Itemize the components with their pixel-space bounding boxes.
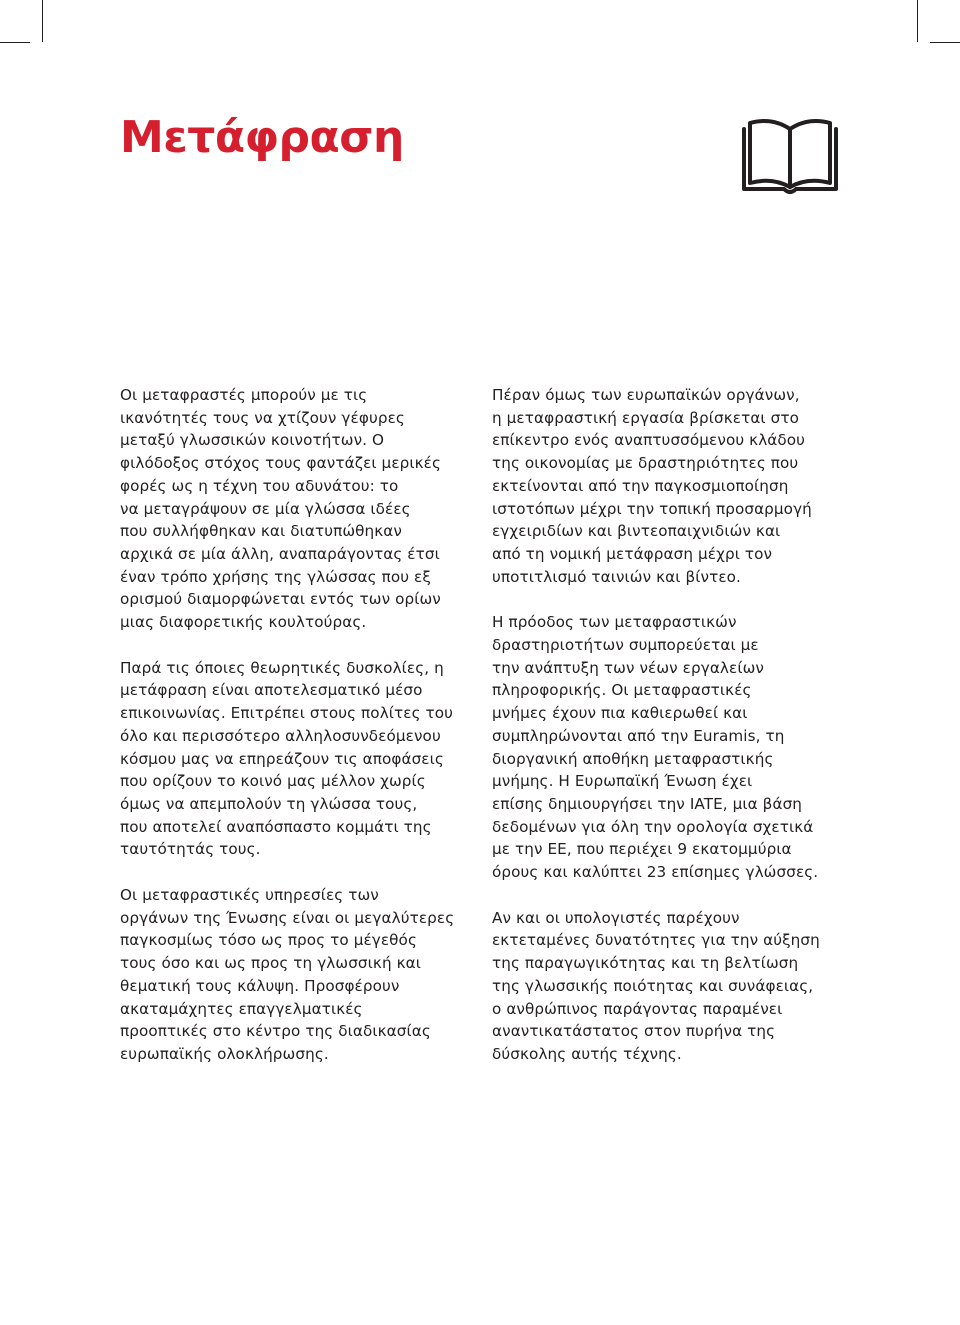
page-title: Μετάφραση	[120, 112, 404, 163]
paragraph: Οι μεταφραστές μπορούν με τις ικανότητές τους να χτίζουν γέφυρες μεταξύ γλωσσικών κοινοτήτων. Ο φιλόδοξος στόχος τους φαντάζει μερικές φορές ως η τέχνη του αδυνάτου: το να μεταγράψουν σε μία γλώσσα ιδέες που συλλήφθηκαν και διατυπώθηκαν αρχικά σε μία άλλη, αναπαράγοντας έτσι έναν τρόπο χρήσης της γλώσσας που εξ ορισμού διαμορφώνεται εντός των ορίων μιας διαφορετικής κουλτούρας.	[120, 386, 441, 632]
right-column	[492, 384, 844, 1089]
crop-mark-top-right	[917, 0, 918, 42]
paragraph: Πέραν όμως των ευρωπαϊκών οργάνων, η μεταφραστική εργασία βρίσκεται στο επίκεντρο ενός αναπτυσσόμενου κλάδου της οικονομίας με δραστηριότητες που εκτείνονται από την παγκοσμιοποίηση ιστοτόπων μέχρι την τοπική προσαρμογή εγχειριδίων και βιντεοπαιχνιδιών και από τη νομική μετάφραση μέχρι τον υποτιτλισμό ταινιών και βίντεο.	[492, 386, 812, 586]
open-book-icon	[740, 115, 840, 195]
crop-mark-top-right-horizontal	[930, 42, 960, 43]
crop-mark-top-left-horizontal	[0, 42, 30, 43]
paragraph: Οι μεταφραστικές υπηρεσίες των οργάνων της Ένωσης είναι οι μεγαλύτερες παγκοσμίως τόσο ως προς το μέγεθός τους όσο και ως προς τη γλωσσική και θεματική τους κάλυψη. Προσφέρουν ακαταμάχητες επαγγελματικές προοπτικές στο κέντρο της διαδικασίας ευρωπαϊκής ολοκλήρωσης.	[120, 886, 455, 1063]
paragraph: Η πρόοδος των μεταφραστικών δραστηριοτήτων συμπορεύεται με την ανάπτυξη των νέων εργαλείων πληροφορικής. Οι μεταφραστικές μνήμες έχουν πια καθιερωθεί και συμπληρώνονται από την Euramis, τη διοργανική αποθήκη μεταφραστικής μνήμης. Η Ευρωπαϊκή Ένωση έχει επίσης δημιουργήσει την IATE, μια βάση δεδομένων για όλη την ορολογία σχετικά με την ΕΕ, που περιέχει 9 εκατομμύρια όρους και καλύπτει 23 επίσημες γλώσσες.	[492, 613, 819, 882]
paragraph: Παρά τις όποιες θεωρητικές δυσκολίες, η μετάφραση είναι αποτελεσματικό μέσο επικοινωνίας. Επιτρέπει στους πολίτες του όλο και περισσότερο αλληλοσυνδεόμενου κόσμου μας να επηρεάζουν τις αποφάσεις που ορίζουν το κοινό μας μέλλον χωρίς όμως να απεμπολούν τη γλώσσα τους, που αποτελεί αναπόσπαστο κομμάτι της ταυτότητάς τους.	[120, 658, 454, 859]
left-column	[120, 384, 472, 1089]
crop-mark-top-left	[42, 0, 43, 42]
paragraph: Αν και οι υπολογιστές παρέχουν εκτεταμένες δυνατότητες για την αύξηση της παραγωγικότητας και τη βελτίωση της γλωσσικής ποιότητας και συνάφειας, ο ανθρώπινος παράγοντας παραμένει αναντικατάστατος στον πυρήνα της δύσκολης αυτής τέχνης.	[492, 908, 820, 1063]
